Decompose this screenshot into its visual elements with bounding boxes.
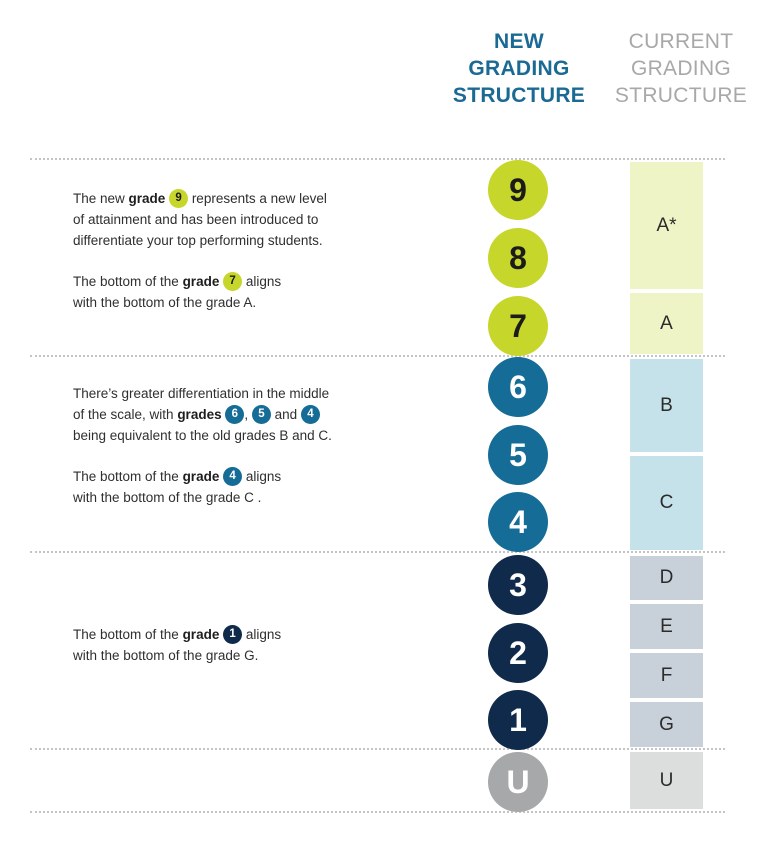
bottom-section-description (73, 624, 393, 666)
current-grade-d-box: D (630, 556, 703, 600)
bold-text: grade (182, 627, 220, 642)
grade-badge-1: 1 (223, 625, 242, 644)
current-grading-structure-header (612, 28, 750, 109)
header-new-line: GRADING (468, 57, 570, 80)
grade-badge-5: 5 (252, 405, 271, 424)
current-grade-e-box: E (630, 604, 703, 649)
new-grade-2-circle: 2 (488, 623, 548, 683)
divider-top (30, 158, 725, 160)
header-current-line: STRUCTURE (614, 84, 748, 107)
paragraph (73, 271, 393, 313)
text: aligns (242, 469, 282, 484)
paragraph (73, 383, 393, 446)
header-new-line: NEW (494, 30, 544, 53)
new-grade-6-circle: 6 (488, 357, 548, 417)
current-grade-a-box: A (630, 293, 703, 354)
new-grade-1-circle: 1 (488, 690, 548, 750)
text: represents a new level (188, 191, 327, 206)
bold-text: grade (128, 191, 166, 206)
text: with the bottom of the grade G. (73, 648, 259, 663)
text: aligns (242, 274, 282, 289)
current-grade-b-box: B (630, 359, 703, 452)
paragraph (73, 466, 393, 508)
new-grade-7-circle: 7 (488, 296, 548, 356)
grade-badge-7: 7 (223, 272, 242, 291)
text: with the bottom of the grade A. (73, 295, 257, 310)
text: of attainment and has been introduced to (73, 212, 319, 227)
bold-text: grades (177, 407, 222, 422)
new-grade-4-circle: 4 (488, 492, 548, 552)
text: of the scale, with (73, 407, 178, 422)
text: differentiate your top performing students. (73, 233, 323, 248)
paragraph (73, 188, 393, 251)
middle-section-description (73, 383, 393, 508)
header-current-line: CURRENT (628, 30, 734, 53)
text: The bottom of the (73, 469, 183, 484)
text: aligns (242, 627, 282, 642)
new-grade-5-circle: 5 (488, 425, 548, 485)
bold-text: grade (182, 274, 220, 289)
grade-badge-6: 6 (225, 405, 244, 424)
bold-text: grade (182, 469, 220, 484)
divider-lower-middle (30, 551, 725, 553)
text: , (244, 407, 249, 422)
new-grade-8-circle: 8 (488, 228, 548, 288)
new-grade-9-circle: 9 (488, 160, 548, 220)
header-new-line: STRUCTURE (452, 84, 586, 107)
text: being equivalent to the old grades B and C. (73, 428, 332, 443)
text: and (274, 407, 298, 422)
text: There’s greater differentiation in the middle (73, 386, 330, 401)
text: The bottom of the (73, 274, 183, 289)
text: with the bottom of the grade C . (73, 490, 262, 505)
grade-badge-9: 9 (169, 189, 188, 208)
grade-badge-4: 4 (301, 405, 320, 424)
grade-badge-4: 4 (223, 467, 242, 486)
divider-end (30, 811, 725, 813)
text: The new (73, 191, 129, 206)
new-grade-3-circle: 3 (488, 555, 548, 615)
current-grade-u-box: U (630, 752, 703, 809)
current-grade-g-box: G (630, 702, 703, 747)
text: The bottom of the (73, 627, 183, 642)
current-grade-c-box: C (630, 456, 703, 550)
current-grade-f-box: F (630, 653, 703, 698)
paragraph (73, 624, 393, 666)
divider-upper-middle (30, 355, 725, 357)
new-grading-structure-header (446, 28, 592, 109)
top-section-description (73, 188, 393, 313)
header-current-line: GRADING (630, 57, 732, 80)
divider-bottom (30, 748, 725, 750)
new-grade-u-circle: U (488, 752, 548, 812)
current-grade-a-star-box: A* (630, 162, 703, 289)
